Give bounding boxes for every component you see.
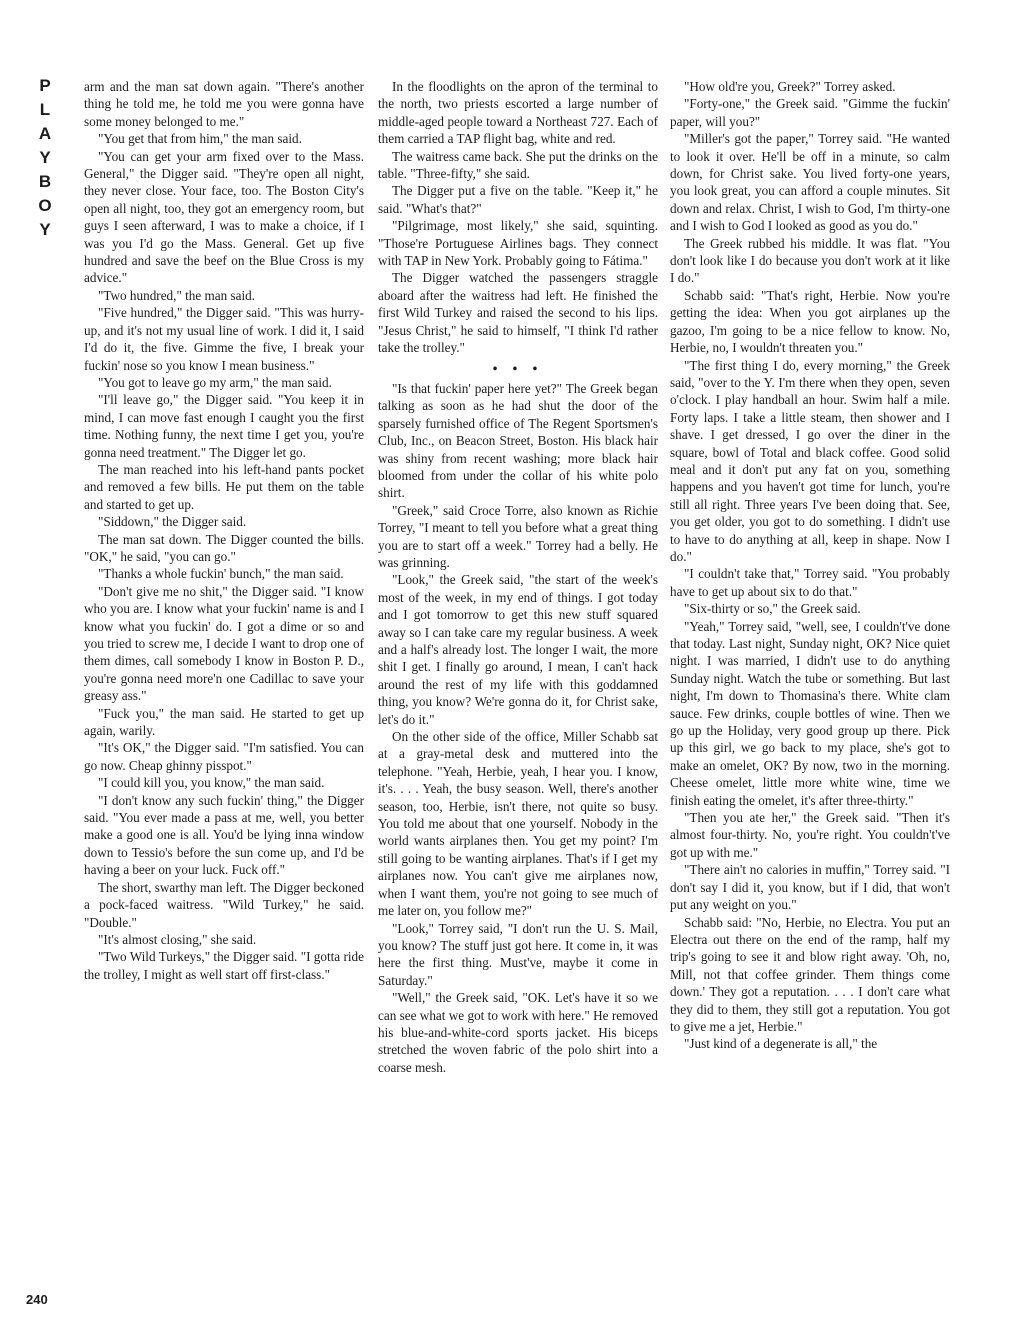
paragraph: "It's almost closing," she said. <box>98 931 257 947</box>
paragraph: "I couldn't take that," Torrey said. "You probably have to get up about six to do that." <box>670 566 950 599</box>
paragraph: "Siddown," the Digger said. <box>98 514 247 530</box>
paragraph: "Five hundred," the Digger said. "This was hurry-up, and it's not my usual line of work. I did it, I said I'd do it, the five. Gimme the five, I break your fuckin' nose so you know I mean business." <box>84 305 364 373</box>
paragraph: On the other side of the office, Miller Schabb sat at a gray-metal desk and muttered into the telephone. "Yeah, Herbie, yeah, I hear you. I know, it's. . . . Yeah, the busy season. Well, there's another season, too, Herbie, isn't there, not quite so busy. You told me about that one yourself. Nobody in the world wants airplanes then. You get my point? I'm still going to be wanting airplanes. That's if I get my airplanes now. You can't give me airplanes now, when I want them, you're not going to see much of me later on, you follow me?" <box>378 729 658 919</box>
masthead-letter: A <box>38 124 52 143</box>
paragraph: The Greek rubbed his middle. It was flat. "You don't look like I do because you don't work at it like I do." <box>670 235 950 286</box>
paragraph: "I don't know any such fuckin' thing," the Digger said. "You ever made a pass at me, well, you better make a good one is all. You'd be lying inna window down to Tessio's before the sun come up, and I'd be having a beer on your luck. Fuck off." <box>84 792 364 878</box>
paragraph: "Then you ate her," the Greek said. "Then it's almost four-thirty. No, you're right. You couldn't've got up with me." <box>670 810 950 860</box>
paragraph: "Two hundred," the man said. <box>98 287 256 303</box>
paragraph: The waitress came back. She put the drinks on the table. "Three-fifty," she said. <box>378 148 658 182</box>
masthead-letter: L <box>39 100 51 119</box>
paragraph: "I could kill you, you know," the man said. <box>98 775 325 791</box>
text-column-2 <box>378 78 658 1076</box>
paragraph: "The first thing I do, every morning," the Greek said, "over to the Y. I'm there when they open, seven o'clock. I play handball an hour. Swim half a mile. Forty laps. I take a little steam, then shower and I shave. I get dressed, I go over the diner in the square, bowl of Total and black coffee. Good solid meal and it don't put any fat on you, something happens and you haven't got time for lunch, you're still all right. Three years I've been doing that. See, you get older, you got to do something. I didn't use to have to do anything at all, keep in shape. Now I do." <box>670 357 950 564</box>
masthead-letter: Y <box>39 220 51 239</box>
paragraph: "Yeah," Torrey said, "well, see, I couldn't've done that today. Last night, Sunday night, OK? Nice quiet night. I was married, I didn't use to do anything Sunday night. Watch the tube or something. But last night, I'm down to Thomasina's there. White clam sauce. Few drinks, couple bottles of wine. Then we go up the Holiday, very good group up there. Pick up this girl, we go back to my place, she's got to make an omelet, OK? By now, two in the morning. Cheese omelet, little more white wine, time we finish eating the omelet, it's after three-thirty." <box>670 618 950 808</box>
paragraph: "Pilgrimage, most likely," she said, squinting. "Those're Portuguese Airlines bags. They connect with TAP in New York. Probably going to Fátima." <box>378 218 658 269</box>
paragraph: The Digger put a five on the table. "Keep it," he said. "What's that?" <box>378 183 658 216</box>
paragraph: "There ain't no calories in muffin," Torrey said. "I don't say I did it, you know, but if I did, that won't put any weight on you." <box>670 862 950 913</box>
page-number: 240 <box>26 1292 48 1307</box>
paragraph: "Miller's got the paper," Torrey said. "He wanted to look it over. He'll be off in a minute, so calm down, for Christ sake. You lived forty-one years, you look great, you can afford a couple minutes. Sit down and relax. Christ, I wish to God, I'm thirty-one and I wish to God I looked as good as you do." <box>670 131 950 234</box>
paragraph: arm and the man sat down again. "There's another thing he told me, he told me you were gonna have some money belonged to me." <box>84 79 364 129</box>
paragraph: "You got to leave go my arm," the man said. <box>98 374 332 390</box>
text-column-3 <box>670 78 950 1053</box>
paragraph: "Two Wild Turkeys," the Digger said. "I gotta ride the trolley, I might as well start off first-class." <box>84 949 364 982</box>
text-column-1 <box>84 78 364 983</box>
paragraph: The man reached into his left-hand pants pocket and removed a few bills. He put them on the table and started to get up. <box>84 461 364 512</box>
paragraph: "How old're you, Greek?" Torrey asked. <box>684 79 896 94</box>
masthead <box>30 74 60 242</box>
paragraph: "Fuck you," the man said. He started to get up again, warily. <box>84 705 364 739</box>
paragraph: "Look," Torrey said, "I don't run the U. S. Mail, you know? The stuff just got here. It come in, it was here the first thing. Must've, maybe it come in Saturday." <box>378 920 658 988</box>
masthead-letter: P <box>39 76 51 95</box>
paragraph: The Digger watched the passengers straggle aboard after the waitress had left. He finished the first Wild Turkey and raised the second to his lips. "Jesus Christ," he said to himself, "I think I'd rather take the trolley." <box>378 270 658 356</box>
paragraph: In the floodlights on the apron of the terminal to the north, two priests escorted a large number of middle-aged people toward a Northeast 727. Each of them carried a TAP flight bag, white and red. <box>378 79 658 147</box>
paragraph: Schabb said: "No, Herbie, no Electra. You put an Electra out there on the end of the ramp, half my trip's going to see it and blow right away. 'Oh, no, Mill, not that coffee grinder. Them things come down.' They got a reputation. . . . I don't care what they did to them, they still got a reputation. You got to give me a jet, Herbie." <box>670 914 950 1034</box>
paragraph: "Don't give me no shit," the Digger said. "I know who you are. I know what your fuckin' name is and I know what you fuckin' do. I got a dime or so and you tried to screw me, I decide I want to drop one of them dimes, call somebody I know in Boston P. D., you're gonna need more'n one Cadillac to save your greasy ass." <box>84 583 364 704</box>
paragraph: "Thanks a whole fuckin' bunch," the man said. <box>98 566 344 582</box>
masthead-letter: O <box>38 196 52 215</box>
paragraph: The man sat down. The Digger counted the bills. "OK," he said, "you can go." <box>84 531 364 564</box>
masthead-letter: B <box>38 172 52 191</box>
paragraph: "Greek," said Croce Torre, also known as Richie Torrey, "I meant to tell you before what a great thing you are to start off a week." Torrey had a belly. He was grinning. <box>378 502 658 570</box>
paragraph: "Look," the Greek said, "the start of the week's most of the week, in my end of things. I got today and I got tomorrow to get this new stuff squared away so I can take care my regular business. A week and a half's already lost. The longer I wait, the more shit I get. I finally go around, I mean, I can't hack around the rest of my life with this goddamned thing, you know? We're gonna do it, for Christ sake, let's do it." <box>378 572 658 727</box>
paragraph: The short, swarthy man left. The Digger beckoned a pock-faced waitress. "Wild Turkey," he said. "Double." <box>84 879 364 930</box>
paragraph: "I'll leave go," the Digger said. "You keep it in mind, I can move fast enough I caught you the first time. Nothing funny, the next time I get you, you're gonna need treatment." The Digger let go. <box>84 392 364 460</box>
paragraph: "It's OK," the Digger said. "I'm satisfied. You can go now. Cheap ghinny pisspot." <box>84 740 364 773</box>
paragraph: "Is that fuckin' paper here yet?" The Greek began talking as soon as he had shut the door of the sparsely furnished office of The Regent Sportsmen's Club, Inc., on Beacon Street, Boston. His black hair was shiny from recent washing; more black hair bloomed from under the collar of his white polo shirt. <box>378 380 658 501</box>
paragraph: "Six-thirty or so," the Greek said. <box>684 601 861 617</box>
paragraph: Schabb said: "That's right, Herbie. Now you're getting the idea: When you got airplanes up the gazoo, I'm going to be a nice fellow to know. No, Herbie, no, I wouldn't threaten you." <box>670 287 950 356</box>
paragraph: "You get that from him," the man said. <box>98 131 302 147</box>
paragraph: "Forty-one," the Greek said. "Gimme the fuckin' paper, will you?" <box>670 96 950 129</box>
paragraph: "Well," the Greek said, "OK. Let's have it so we can see what we got to work with here." He removed his blue-and-white-cord sports jacket. His biceps stretched the woven fabric of the polo shirt into a coarse mesh. <box>378 990 658 1075</box>
masthead-letter: Y <box>39 148 51 167</box>
paragraph: "Just kind of a degenerate is all," the <box>684 1036 878 1052</box>
section-break: • • • <box>492 360 544 376</box>
paragraph: "You can get your arm fixed over to the Mass. General," the Digger said. "They're open all night, they never close. Your face, too. The Boston City's open all night, too, they got an emergency room, but guys I seen afterward, I was to make a choice, if I was you I'd go the Mass. General. Get up five hundred and save the beef on the Blue Cross is my advice." <box>84 148 364 286</box>
